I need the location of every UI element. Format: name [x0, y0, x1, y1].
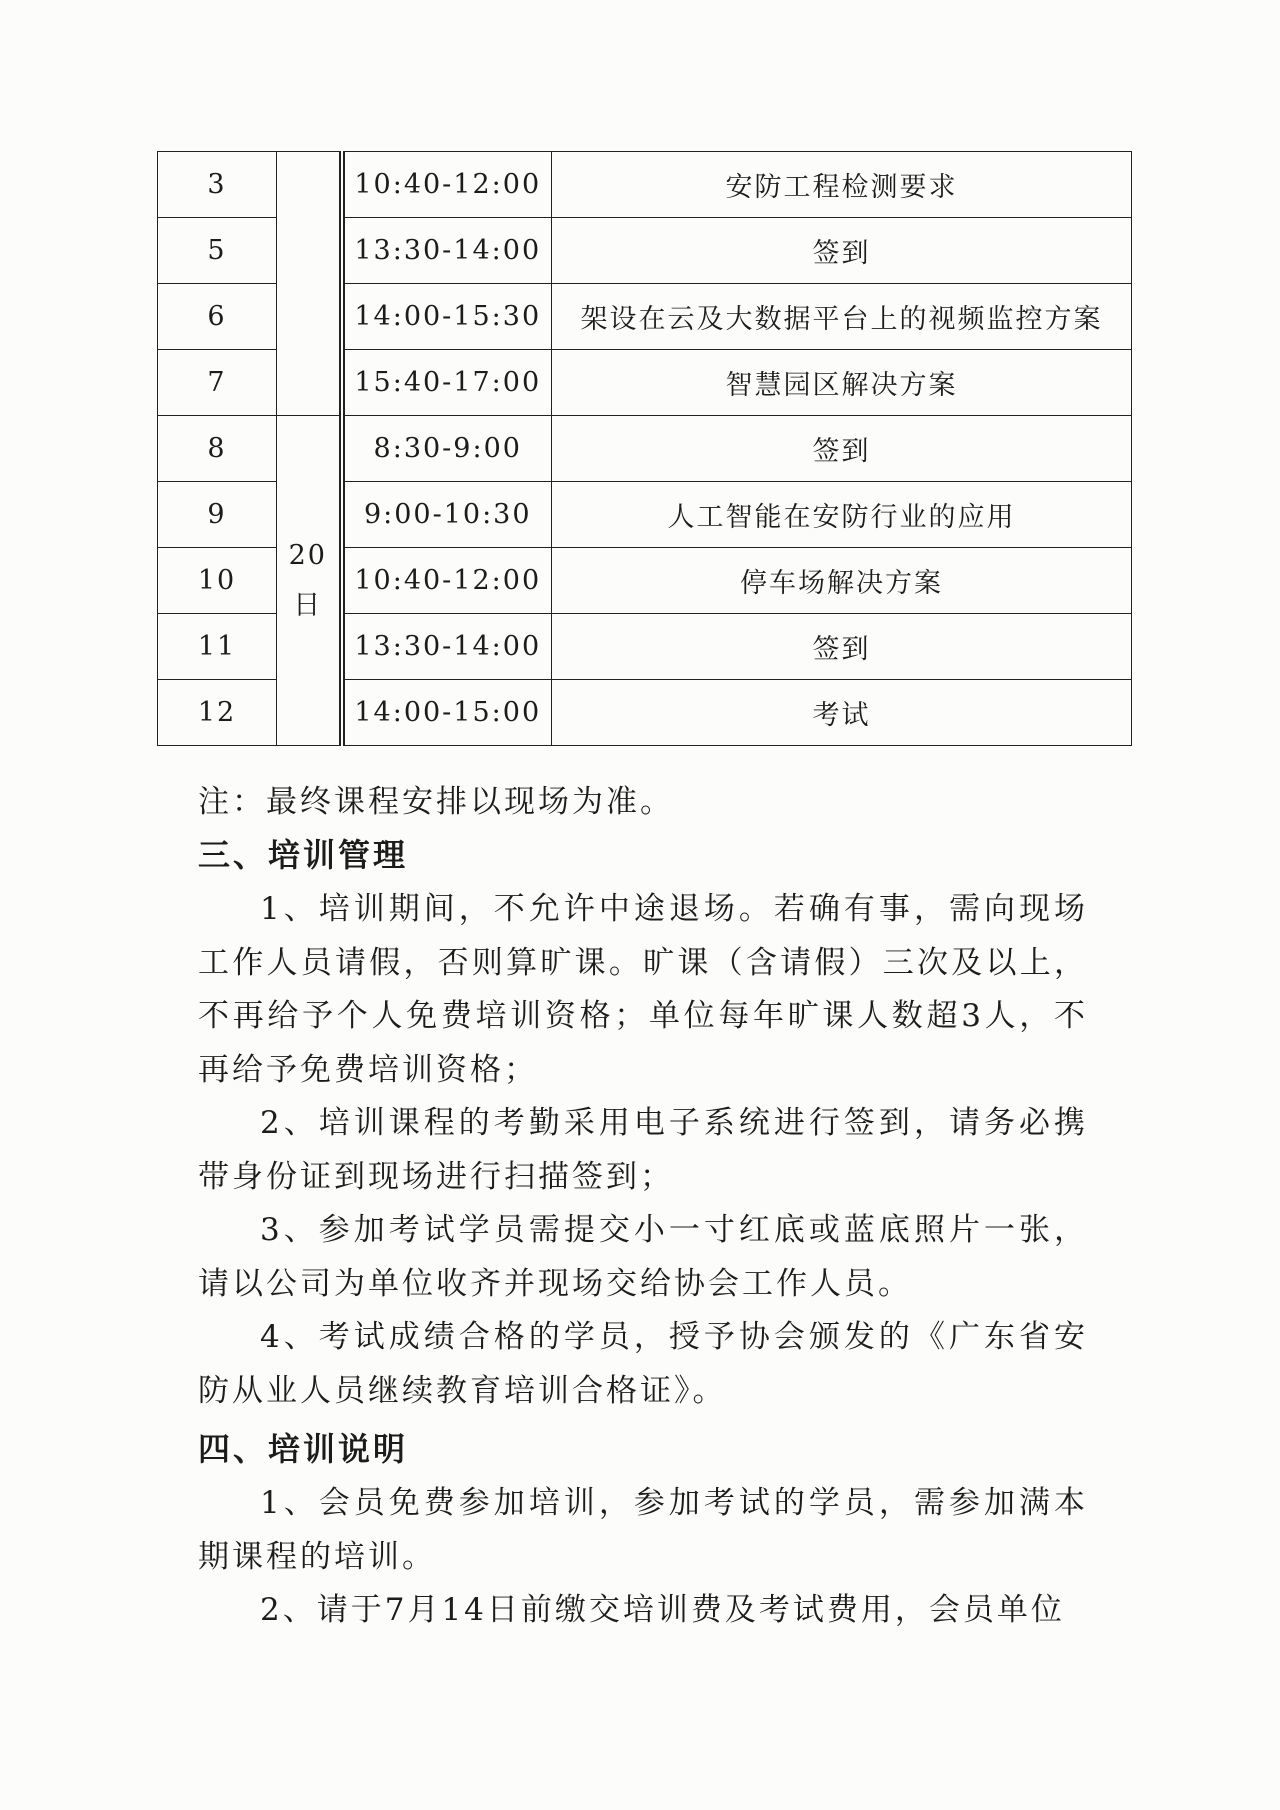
table-row	[158, 416, 1132, 482]
topic-cell: 停车场解决方案	[552, 548, 1132, 614]
row-number: 11	[158, 614, 277, 680]
topic-cell: 签到	[552, 614, 1132, 680]
time-cell: 10:40-12:00	[342, 152, 552, 218]
row-number: 9	[158, 482, 277, 548]
row-number: 10	[158, 548, 277, 614]
time-cell: 14:00-15:30	[342, 284, 552, 350]
day-cell-empty	[277, 152, 342, 416]
section-heading-training-management: 三、培训管理	[198, 836, 409, 874]
paragraph: 2、请于7月14日前缴交培训费及考试费用，会员单位	[260, 1592, 1065, 1628]
time-cell: 13:30-14:00	[342, 218, 552, 284]
topic-cell: 安防工程检测要求	[552, 152, 1132, 218]
paragraph: 4、考试成绩合格的学员，授予协会颁发的《广东省安防从业人员继续教育培训合格证》。	[198, 1319, 1088, 1409]
topic-cell: 智慧园区解决方案	[552, 350, 1132, 416]
row-number: 3	[158, 152, 277, 218]
paragraph: 1、会员免费参加培训，参加考试的学员，需参加满本期课程的培训。	[198, 1485, 1088, 1575]
time-cell: 10:40-12:00	[342, 548, 552, 614]
day-cell	[277, 416, 342, 746]
paragraph: 3、参加考试学员需提交小一寸红底或蓝底照片一张，请以公司为单位收齐并现场交给协会工作人员。	[198, 1212, 1088, 1302]
section-heading-training-notes: 四、培训说明	[198, 1430, 409, 1468]
time-cell: 13:30-14:00	[342, 614, 552, 680]
time-cell: 9:00-10:30	[342, 482, 552, 548]
row-number: 5	[158, 218, 277, 284]
schedule-note: 注：最终课程安排以现场为准。	[198, 784, 674, 820]
topic-cell: 人工智能在安防行业的应用	[552, 482, 1132, 548]
row-number: 7	[158, 350, 277, 416]
row-number: 8	[158, 416, 277, 482]
topic-cell: 签到	[552, 218, 1132, 284]
section-body-training-notes	[198, 1477, 1088, 1638]
topic-cell: 签到	[552, 416, 1132, 482]
paragraph: 2、培训课程的考勤采用电子系统进行签到，请务必携带身份证到现场进行扫描签到；	[198, 1105, 1088, 1195]
table-row	[158, 152, 1132, 218]
paragraph: 1、培训期间，不允许中途退场。若确有事，需向现场工作人员请假，否则算旷课。旷课（含请假）三次及以上，不再给予个人免费培训资格；单位每年旷课人数超3人，不再给予免费培训资格；	[198, 891, 1088, 1088]
topic-cell: 架设在云及大数据平台上的视频监控方案	[552, 284, 1132, 350]
day-unit: 日	[293, 589, 323, 621]
schedule-table	[157, 151, 1132, 746]
time-cell: 8:30-9:00	[342, 416, 552, 482]
day-number: 20	[288, 539, 327, 571]
row-number: 12	[158, 680, 277, 746]
time-cell: 15:40-17:00	[342, 350, 552, 416]
row-number: 6	[158, 284, 277, 350]
time-cell: 14:00-15:00	[342, 680, 552, 746]
section-body-training-management	[198, 883, 1088, 1418]
topic-cell: 考试	[552, 680, 1132, 746]
